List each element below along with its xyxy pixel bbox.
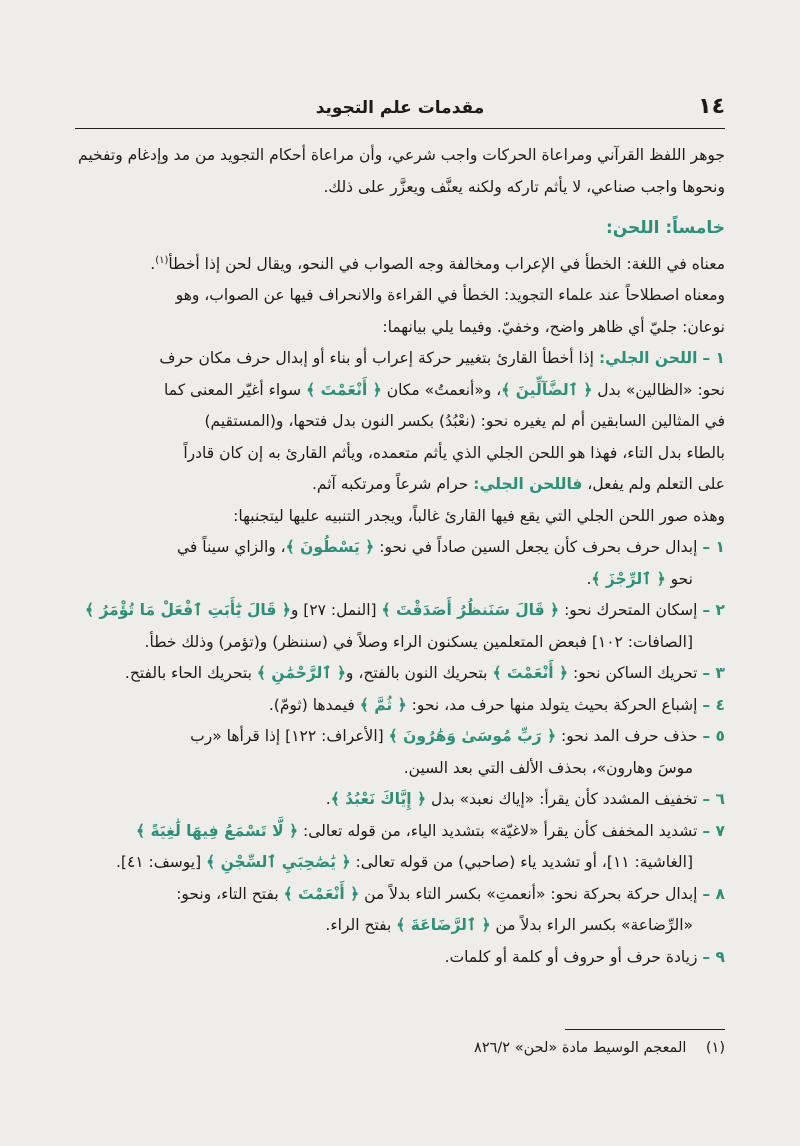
item-text: إذا أخطأ القارئ بتغيير حركة إعراب أو بناء أو إبدال حرف مكان حرف [159, 349, 594, 368]
text-line: معناه في اللغة: الخطأ في الإعراب ومخالفة وجه الصواب في النحو، ويقال لحن إذا أخطأ$^{(١)}$. [150, 254, 725, 273]
quran-quote: ﴿ قَالَ سَنَنظُرُ أَصَدَقْتَ ﴾ [381, 601, 560, 620]
definition-language: معناه في اللغة: الخطأ في الإعراب ومخالفة وجه الصواب في النحو، ويقال لحن إذا أخطأ [168, 254, 725, 273]
text-line: في المثالين السابقين أم لم يغيره نحو: (نعْبُدُ) بكسر النون بدل فتحها، و(المستقيم) [204, 412, 725, 431]
item-text: تحريك الساكن نحو: [573, 664, 698, 683]
list-item [75, 658, 725, 690]
item-text: حرام شرعاً ومرتكبه آثم. [311, 475, 474, 494]
item-text: سواء أغيّر المعنى كما [164, 380, 302, 399]
footnote-text: المعجم الوسيط مادة «لحن» ٨٢٦/٢ [474, 1040, 687, 1056]
item-text: ، و«أنعمتُ» مكان [386, 380, 502, 399]
quran-quote: ﴿ لَّا تَسْمَعُ فِيهَا لَٰغِيَةً ﴾ [136, 821, 299, 840]
footnote [75, 1040, 725, 1056]
text-line: ونحوها واجب صناعي، لا يأثم تاركه ولكنه يعنَّف ويعزَّر على ذلك. [323, 177, 725, 196]
quran-quote: ﴿ أَنْعَمْتَ ﴾ [492, 664, 569, 683]
quran-quote: ﴿ ٱلضَّآلِّينَ ﴾ [501, 380, 593, 399]
text-line: بالطاء بدل التاء، فهذا هو اللحن الجلي الذي يأثم متعمده، ويأثم القارئ به إن كان قادراً [183, 443, 725, 462]
item-text: [الأعراف: ١٢٢] إذا قرأها «رب [190, 727, 384, 746]
item-text: زيادة حرف أو حروف أو كلمة أو كلمات. [444, 947, 698, 966]
text-line: جوهر اللفظ القرآني ومراعاة الحركات واجب شرعي، وأن مراعاة أحكام التجويد من مد وإدغام وتفخيم [78, 146, 725, 164]
item-text: تخفيف المشدد كأن يقرأ: «إياك نعبد» بدل [431, 790, 698, 809]
item-text: بفتح الراء. [325, 916, 392, 935]
text-line: موسَ وهارون»، بحذف الألف التي بعد السين. [403, 758, 693, 777]
item-text: إسكان المتحرك نحو: [564, 601, 698, 620]
text-line [75, 847, 725, 879]
item-number: ٣ – [702, 664, 725, 683]
list-item [75, 879, 725, 911]
item-text: [النمل: ٢٧] و [290, 601, 377, 620]
list-item [75, 595, 725, 627]
item-number: ٢ – [702, 601, 725, 620]
quran-quote: ﴿ ٱلرِّجْزَ ﴾ [591, 569, 666, 588]
item-number: ٩ – [702, 947, 725, 966]
item-text: حذف حرف المد نحو: [560, 727, 698, 746]
item-text: على التعلم ولم يفعل، [582, 475, 725, 494]
item-text: تشديد المخفف كأن يقرأ «لاغيّة» بتشديد الياء، من قوله تعالى: [303, 821, 698, 840]
footnote-number: (١) [705, 1040, 725, 1056]
item-number: ٦ – [702, 790, 725, 809]
list-item [75, 532, 725, 564]
running-title: مقدمات علم التجويد [315, 98, 485, 118]
text-line: وهذه صور اللحن الجلي التي يقع فيها القارئ غالباً، ويجدر التنبيه عليها ليتجنبها: [233, 506, 725, 525]
section-heading: خامساً: اللحن: [605, 218, 725, 238]
page-header [75, 94, 725, 129]
list-item [75, 721, 725, 753]
text-line: نحو ﴿ ٱلرِّجْزَ ﴾. [586, 569, 693, 588]
term-label: اللحن الجلي: [598, 349, 698, 368]
footnote-divider [565, 1029, 725, 1030]
item-text: إشباع الحركة بحيث يتولد منها حرف مد، نحو: [411, 695, 698, 714]
item-text: [يوسف: ٤١]. [115, 853, 202, 872]
term-label: فاللحن الجلي: [473, 475, 583, 494]
quran-quote: ﴿ إِيَّاكَ نَعْبُدُ ﴾ [330, 790, 427, 809]
quran-quote: ﴿ أَنْعَمْتَ ﴾ [283, 884, 360, 903]
item-text: إبدال حركة بحركة نحو: «أنعمتِ» بكسر التاء بدلاً من [364, 884, 698, 903]
item-text: نحو [670, 569, 693, 588]
list-item [75, 690, 725, 722]
quran-quote: ﴿ ٱلرَّحْمَٰنِ ﴾ [256, 664, 346, 683]
text-line [75, 469, 725, 501]
page-body [75, 140, 725, 973]
text-line [75, 375, 725, 407]
item-text: بفتح التاء، ونحو: [176, 884, 279, 903]
item-number: ٨ – [702, 884, 725, 903]
list-item [75, 343, 725, 375]
text-line: [الصافات: ١٠٢] فبعض المتعلمين يسكنون الراء وصلاً في (سننظر) و(تؤمر) وذلك خطأ. [144, 632, 693, 651]
quran-quote: ﴿ رَبِّ مُوسَىٰ وَهَٰرُونَ ﴾ [388, 727, 557, 746]
quran-quote: ﴿ أَنْعَمْتَ ﴾ [306, 380, 382, 399]
quran-quote: ﴿ قَالَ يَٰٓأَبَتِ ٱفْعَلْ مَا تُؤْمَرُ ﴾ [85, 601, 291, 620]
item-text: نحو: «الظالين» بدل [597, 380, 725, 399]
quran-quote: ﴿ يَسْطُونَ ﴾ [285, 538, 375, 557]
item-number: ٥ – [702, 727, 725, 746]
item-text: فيمدها (ثومّ). [268, 695, 355, 714]
footnote-ref: (١) [155, 254, 169, 266]
quran-quote: ﴿ ثُمَّ ﴾ [359, 695, 407, 714]
item-number: ١ – [702, 538, 725, 557]
list-item [75, 816, 725, 848]
item-text: بتحريك النون بالفتح، و [345, 664, 488, 683]
text-line: نوعان: جليّ أي ظاهر واضح، وخفيّ. وفيما يلي بيانهما: [382, 317, 725, 336]
item-text: ، والزاي سيناً في [176, 538, 286, 557]
item-text: إبدال حرف بحرف كأن يجعل السين صاداً في نحو: [379, 538, 698, 557]
list-item: ٦ – تخفيف المشدد كأن يقرأ: «إياك نعبد» بدل ﴿ إِيَّاكَ نَعْبُدُ ﴾. [75, 784, 725, 816]
quran-quote: ﴿ يَٰصَٰحِبَيِ ٱلسِّجْنِ ﴾ [206, 853, 351, 872]
page-number: ١٤ [698, 94, 725, 119]
item-text: «الرِّضاعة» بكسر الراء بدلاً من [495, 916, 693, 935]
item-number: ١ – [702, 349, 725, 368]
item-text: [الغاشية: ١١]، أو تشديد ياء (صاحبي) من قوله تعالى: [355, 853, 693, 872]
text-line: ومعناه اصطلاحاً عند علماء التجويد: الخطأ في القراءة والانحراف فيها عن الصواب، وهو [175, 286, 725, 305]
text-line [75, 910, 725, 942]
item-text: بتحريك الحاء بالفتح. [124, 664, 252, 683]
list-item [75, 942, 725, 974]
item-number: ٤ – [702, 695, 725, 714]
quran-quote: ﴿ ٱلرَّضَاعَةَ ﴾ [396, 916, 491, 935]
item-number: ٧ – [702, 821, 725, 840]
